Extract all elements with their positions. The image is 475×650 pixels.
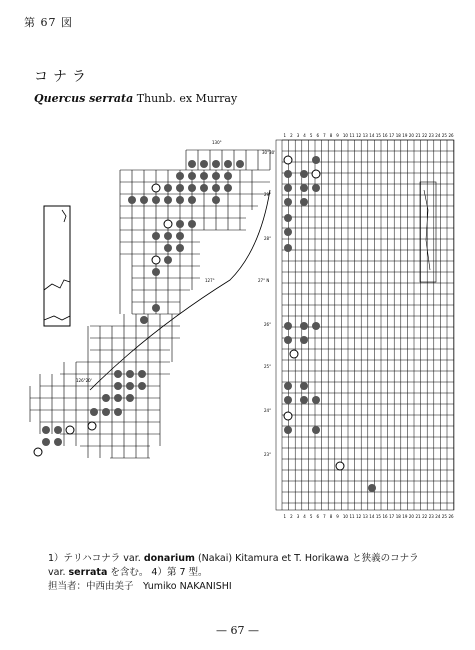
grid-number: 6 [316,514,320,519]
grid-number: 19 [402,133,408,138]
left-map-dots [34,160,244,456]
caption-text: (Nakai) Kitamura et T. Horikawa と狭義のコナラ [197,553,419,564]
latitude-label-5: 25° [264,364,272,369]
grid-numbers-top [284,133,455,138]
grid-number: 22 [422,514,428,519]
latitude-label-6: 24° [264,408,272,413]
grid-number: 15 [375,133,381,138]
grid-number: 23 [428,133,434,138]
grid-number: 4 [303,133,306,138]
grid-number: 22 [422,133,428,138]
grid-number: 11 [349,133,355,138]
grid-number: 25 [441,514,447,519]
caption-line-2 [48,566,468,580]
grid-number: 19 [402,514,408,519]
inset-map [44,206,70,326]
grid-number: 15 [375,514,381,519]
latitude-label-0: 30°30' [262,150,276,155]
grid-number: 16 [382,514,388,519]
grid-number: 14 [369,133,375,138]
latitude-label-7: 23° [264,452,272,457]
grid-number: 8 [329,514,333,519]
grid-number: 20 [408,514,414,519]
grid-number: 26 [448,133,454,138]
grid-number: 9 [336,514,339,519]
grid-number: 5 [309,514,313,519]
caption-text: を含む。 4）第 7 型。 [110,567,208,578]
grid-number: 9 [336,133,339,138]
grid-number: 25 [441,133,447,138]
variety-name: serrata [68,567,108,578]
longitude-label-130: 130° [212,140,222,145]
grid-number: 2 [290,514,293,519]
caption [48,552,468,594]
grid-number: 10 [342,133,348,138]
latin-binomial: Quercus serrata [34,92,134,105]
grid-number: 21 [415,133,421,138]
grid-number: 12 [356,133,362,138]
grid-number: 2 [290,133,293,138]
grid-number: 21 [415,514,421,519]
species-latin-name [34,92,237,105]
caption-text: 1）テリハコナラ var. [48,553,141,564]
grid-number: 4 [303,514,306,519]
latitude-label-4: 26° [264,322,272,327]
distribution-map [0,130,475,530]
figure-label: 第 67 図 [24,16,73,29]
grid-number: 3 [296,133,300,138]
grid-number: 24 [435,133,441,138]
variety-name: donarium [143,553,195,564]
grid-number: 24 [435,514,441,519]
grid-number: 13 [362,514,368,519]
grid-number: 1 [283,133,287,138]
grid-number: 18 [395,133,401,138]
grid-number: 14 [369,514,375,519]
grid-number: 17 [389,133,395,138]
longitude-label-127: 127° [205,278,215,283]
grid-number: 11 [349,514,355,519]
grid-number: 8 [329,133,333,138]
grid-number: 17 [389,514,395,519]
grid-number: 18 [395,514,401,519]
caption-line-1 [48,552,468,566]
longitude-label-126: 126°20' [76,378,92,383]
page-number: — 67 — [216,624,259,637]
latitude-label-2: 28° [264,236,272,241]
grid-number: 13 [362,133,368,138]
grid-number: 20 [408,133,414,138]
grid-number: 7 [323,514,326,519]
latitude-label-1: 29° [264,192,272,197]
grid-number: 3 [296,514,300,519]
grid-numbers-bottom [284,514,455,519]
grid-number: 7 [323,133,326,138]
latitude-label-3: 27° N [258,278,270,283]
caption-line-3: 担当者：中西由美子 Yumiko NAKANISHI [48,581,232,592]
grid-number: 1 [283,514,287,519]
grid-number: 10 [342,514,348,519]
grid-number: 23 [428,514,434,519]
right-map-dots [284,156,376,492]
latin-authority: Thunb. ex Murray [136,92,238,105]
grid-number: 16 [382,133,388,138]
species-japanese-name: コナラ [34,69,91,85]
grid-number: 6 [316,133,320,138]
grid-number: 5 [309,133,313,138]
grid-number: 12 [356,514,362,519]
caption-text: var. [48,567,66,578]
grid-number: 26 [448,514,454,519]
left-grid [30,150,270,458]
